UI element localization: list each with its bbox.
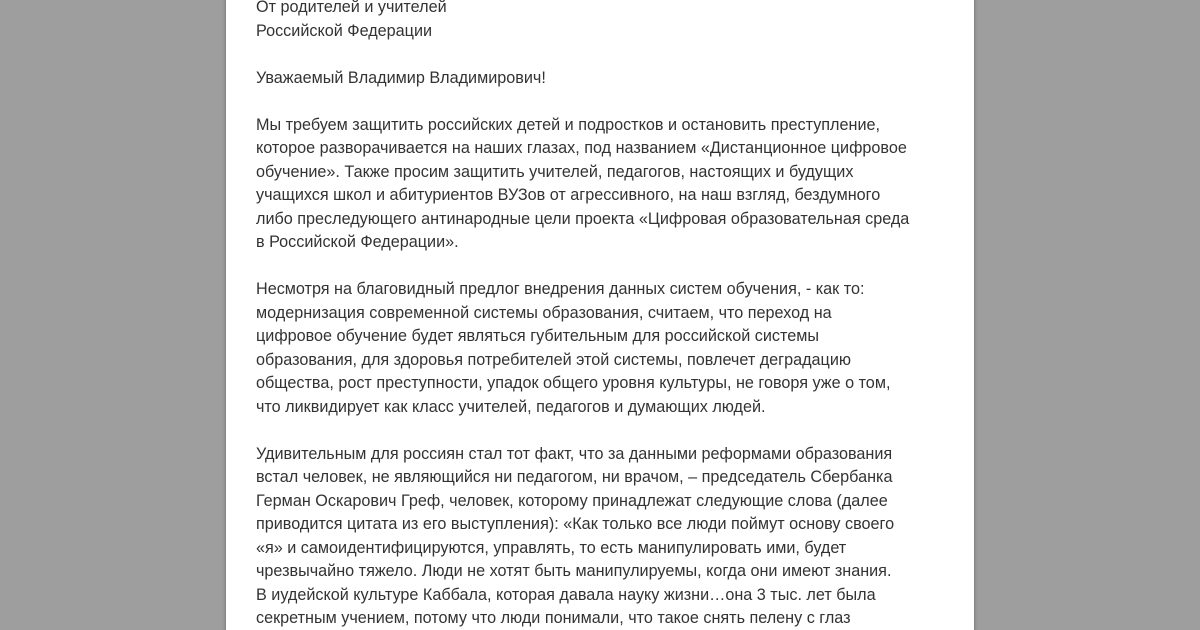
- paragraph-line: что ликвидирует как класс учителей, педагогов и думающих людей.: [256, 397, 766, 416]
- paragraph-line: которое разворачивается на наших глазах, под названием «Дистанционное цифровое: [256, 139, 907, 157]
- sender-line: Российской Федерации: [256, 21, 433, 40]
- paragraph-1: [256, 114, 946, 255]
- paragraph-line: Несмотря на благовидный предлог внедрения данных систем обучения, ‑ как то:: [256, 280, 865, 298]
- blank-line: [256, 90, 946, 114]
- sender-block: [256, 0, 946, 43]
- paragraph-line: учащихся школ и абитуриентов ВУЗов от агрессивного, на наш взгляд, бездумного: [256, 186, 881, 204]
- paragraph-line: Герман Оскарович Греф, человек, которому принадлежат следующие слова (далее: [256, 491, 888, 510]
- paragraph-line: в Российской Федерации».: [256, 233, 459, 251]
- document-body: [256, 0, 946, 630]
- paragraph-line: модернизация современной системы образования, считаем, что переход на: [256, 303, 832, 322]
- paragraph-line: приводится цитата из его выступления): «Как только все люди поймут основу своего: [256, 515, 895, 533]
- paragraph-3: [256, 443, 946, 630]
- sender-line: От родителей и учителей: [256, 0, 447, 16]
- paragraph-line: Удивительным для россиян стал тот факт, что за данными реформами образования: [256, 444, 893, 463]
- paragraph-line: В иудейской культуре Каббала, которая давала науку жизни…она 3 тыс. лет была: [256, 585, 876, 604]
- paragraph-line: «я» и самоидентифицируются, управлять, то есть манипулировать ими, будет: [256, 538, 847, 557]
- blank-line: [256, 419, 946, 443]
- paragraph-line: общества, рост преступности, упадок общего уровня культуры, не говоря уже о том,: [256, 374, 891, 392]
- paragraph-line: Мы требуем защитить российских детей и подростков и остановить преступление,: [256, 115, 880, 134]
- paragraph-line: образования, для здоровья потребителей этой системы, повлечет деградацию: [256, 350, 851, 369]
- paragraph-line: чрезвычайно тяжело. Люди не хотят быть манипулируемы, когда они имеют знания.: [256, 562, 892, 580]
- blank-line: [256, 43, 946, 67]
- paragraph-line: встал человек, не являющийся ни педагогом, ни врачом, ‒ председатель Сбербанка: [256, 468, 893, 486]
- document-page: [226, 0, 974, 630]
- salutation: Уважаемый Владимир Владимирович!: [256, 68, 546, 87]
- paragraph-line: либо преследующего антинародные цели проекта «Цифровая образовательная среда: [256, 209, 910, 228]
- paragraph-line: секретным учением, потому что люди понимали, что такое снять пелену с глаз: [256, 609, 851, 627]
- blank-line: [256, 255, 946, 279]
- paragraph-line: обучение». Также просим защитить учителей, педагогов, настоящих и будущих: [256, 162, 854, 181]
- paragraph-line: цифровое обучение будет являться губительным для российской системы: [256, 327, 820, 345]
- paragraph-2: [256, 278, 946, 419]
